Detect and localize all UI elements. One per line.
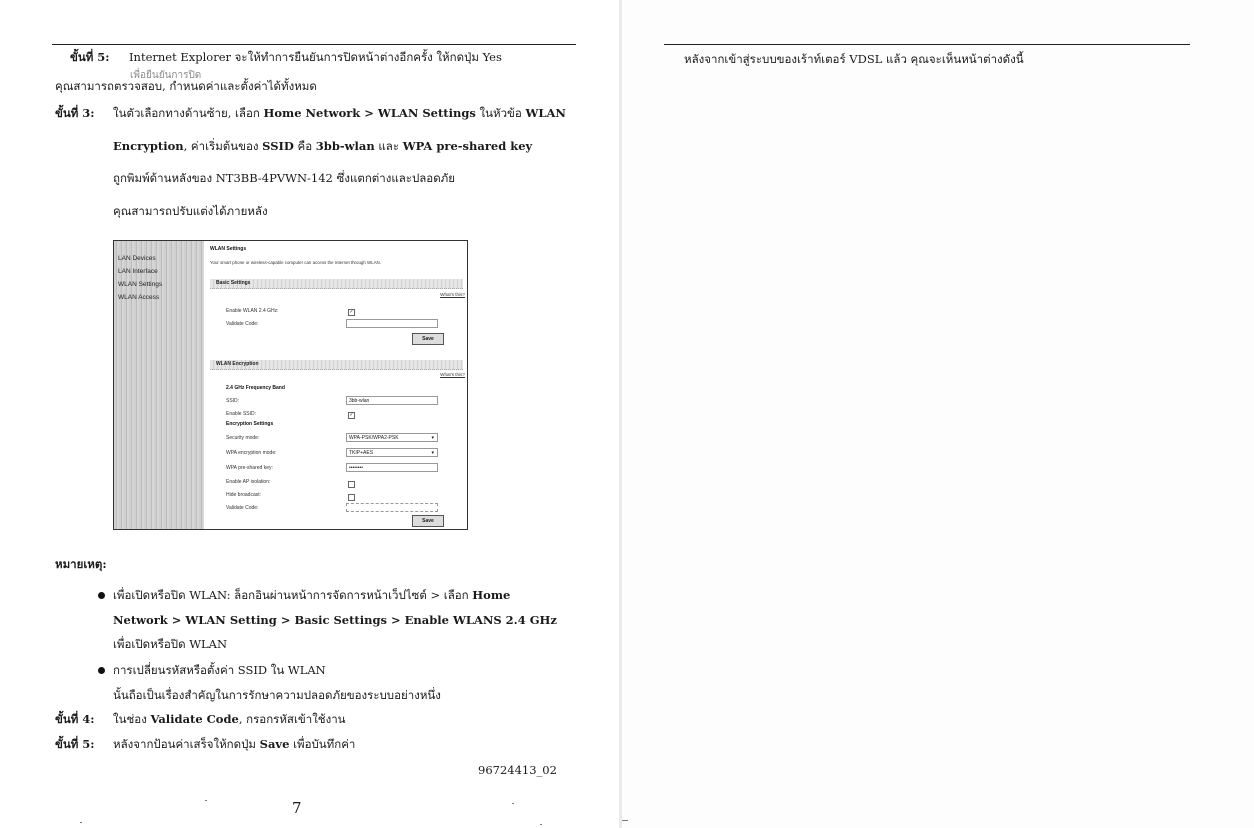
hide-broadcast-checkbox bbox=[348, 494, 355, 501]
page-number: 7 bbox=[292, 799, 302, 817]
scan-speck bbox=[622, 820, 628, 821]
right-page bbox=[622, 0, 1254, 828]
sidebar-item-lan-devices: LAN Devices bbox=[118, 255, 156, 262]
bullet1-line1: เพื่อเปิดหรือปิด WLAN: ล็อกอินผ่านหน้าการจัดการหน้าเว็ปไซต์ > เลือก Home bbox=[113, 588, 511, 602]
step5-top-label: ขั้นที่ 5: bbox=[70, 50, 110, 64]
ssid-label: SSID: bbox=[226, 398, 240, 404]
scan-speck bbox=[540, 824, 542, 825]
scan-speck bbox=[512, 803, 514, 804]
frequency-band-heading: 2.4 GHz Frequency Band bbox=[226, 385, 285, 391]
wpa-encryption-mode-select: TKIP+AES ▾ bbox=[346, 448, 438, 457]
top-rule-right bbox=[664, 44, 1190, 45]
save-button-1: Save bbox=[412, 333, 444, 345]
scan-speck bbox=[80, 822, 82, 823]
scan-speck bbox=[205, 800, 207, 801]
encryption-settings-heading: Encryption Settings bbox=[226, 421, 274, 427]
pre-shared-key-field: •••••••• bbox=[346, 463, 438, 472]
step3-label: ขั้นที่ 3: bbox=[55, 106, 95, 120]
security-mode-label: Security mode: bbox=[226, 435, 260, 441]
wpa-encryption-mode-label: WPA encryption mode: bbox=[226, 450, 277, 456]
pre-shared-key-label: WPA pre-shared key: bbox=[226, 465, 273, 471]
bullet2-line2: นั้นถือเป็นเรื่องสำคัญในการรักษาความปลอดภัยของระบบอย่างหนึ่ง bbox=[113, 688, 441, 702]
note-heading: หมายเหตุ: bbox=[55, 557, 107, 571]
document-code: 96724413_02 bbox=[478, 763, 557, 777]
step4-text: ในช่อง Validate Code, กรอกรหัสเข้าใช้งาน bbox=[113, 712, 346, 726]
basic-settings-section: Basic Settings bbox=[210, 279, 463, 289]
bullet2-line1: การเปลี่ยนรหัสหรือตั้งค่า SSID ใน WLAN bbox=[113, 663, 326, 677]
bullet-1 bbox=[98, 592, 105, 599]
enable-ssid-checkbox: ✓ bbox=[349, 412, 354, 418]
sidebar-item-wlan-access: WLAN Access bbox=[118, 294, 160, 301]
validate-code-label-1: Validate Code: bbox=[226, 321, 259, 327]
bullet-2 bbox=[98, 667, 105, 674]
wlan-settings-screenshot bbox=[113, 240, 468, 530]
ap-isolation-label: Enable AP isolation: bbox=[226, 479, 271, 485]
whats-this-link-2: What's this? bbox=[440, 372, 465, 377]
security-mode-select: WPA-PSK/WPA2-PSK ▾ bbox=[346, 433, 438, 442]
ssid-field: 3bb-wlan bbox=[346, 396, 438, 405]
validate-code-label-2: Validate Code: bbox=[226, 505, 259, 511]
hide-broadcast-label: Hide broadcast: bbox=[226, 492, 262, 498]
left-page bbox=[0, 0, 620, 828]
validate-code-field-1 bbox=[346, 319, 438, 328]
figure-main bbox=[206, 241, 467, 529]
step3-line3: ถูกพิมพ์ด้านหลังของ NT3BB-4PVWN-142 ซึ่งแตกต่างและปลอดภัย bbox=[113, 171, 456, 185]
figure-description: Your smart phone or wireless-capable computer can access the Internet through WLAN. bbox=[210, 260, 381, 265]
sidebar-item-lan-interface: LAN Interface bbox=[118, 268, 158, 275]
step5-text: หลังจากป้อนค่าเสร็จให้กดปุ่ม Save เพื่อบันทึกค่า bbox=[113, 737, 356, 751]
step3-line1: ในตัวเลือกทางด้านซ้าย, เลือก Home Network > WLAN Settings ในหัวข้อ WLAN bbox=[113, 106, 566, 120]
figure-sidebar bbox=[114, 241, 204, 529]
bleed-through-text: เพื่อยืนยันการปิด bbox=[130, 70, 202, 81]
step4-label: ขั้นที่ 4: bbox=[55, 712, 95, 726]
right-intro-text: หลังจากเข้าสู่ระบบของเร้าท์เตอร์ VDSL แล้ว คุณจะเห็นหน้าต่างดังนี้ bbox=[684, 52, 1024, 66]
top-rule-left bbox=[52, 44, 576, 45]
check-line: คุณสามารถตรวจสอบ, กำหนดค่าและตั้งค่าได้ทั้งหมด bbox=[55, 79, 317, 93]
wlan-encryption-section: WLAN Encryption bbox=[210, 360, 463, 370]
figure-title: WLAN Settings bbox=[210, 246, 247, 252]
enable-wlan-checkbox: ✓ bbox=[349, 309, 354, 315]
save-button-2: Save bbox=[412, 515, 444, 527]
enable-wlan-label: Enable WLAN 2.4 GHz: bbox=[226, 308, 279, 314]
enable-ssid-label: Enable SSID: bbox=[226, 411, 257, 417]
step5-top-text: Internet Explorer จะให้ทำการยืนยันการปิดหน้าต่างอีกครั้ง ให้กดปุ่ม Yes bbox=[129, 50, 502, 64]
sidebar-item-wlan-settings: WLAN Settings bbox=[118, 281, 163, 288]
bullet1-line2: Network > WLAN Setting > Basic Settings > Enable WLANS 2.4 GHz bbox=[113, 613, 557, 627]
bullet1-line3: เพื่อเปิดหรือปิด WLAN bbox=[113, 637, 228, 651]
step5-label: ขั้นที่ 5: bbox=[55, 737, 95, 751]
step3-line4: คุณสามารถปรับแต่งได้ภายหลัง bbox=[113, 204, 268, 218]
step3-line2: Encryption, ค่าเริ่มต้นของ SSID คือ 3bb-wlan และ WPA pre-shared key bbox=[113, 139, 533, 153]
whats-this-link-1: What's this? bbox=[440, 292, 465, 297]
validate-code-field-2 bbox=[346, 503, 438, 512]
ap-isolation-checkbox bbox=[348, 481, 355, 488]
